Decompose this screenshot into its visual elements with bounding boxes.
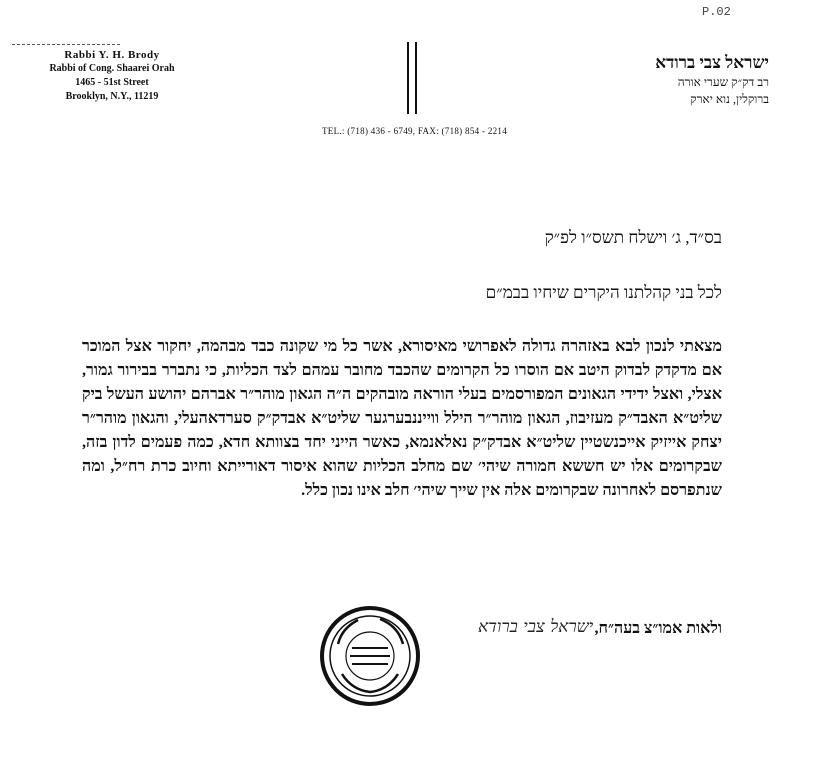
english-street: 1465 - 51st Street [75, 77, 149, 88]
english-city: Brooklyn, N.Y., 11219 [65, 91, 159, 102]
salutation: לכל בני קהלתנו היקרים שיחיו בבמ״ם [485, 283, 722, 302]
letterhead-divider [407, 42, 417, 114]
scratch-mark [12, 44, 120, 45]
english-rabbi-name: Rabbi Y. H. Brody [64, 49, 160, 61]
english-letterhead [12, 48, 212, 104]
closing-line: ולאות אמו״צ בעה״ח, [594, 620, 722, 637]
contact-line: TEL.: (718) 436 - 6749, FAX: (718) 854 - 2214 [321, 126, 508, 136]
letter-body-paragraph: מצאתי לנכון לבא באזהרה גדולה לאפרושי מאיסורא, אשר כל מי שקונה כבד מבהמה, יחקור אצל המוכר אם מדקדק לבדוק היטב אם הוסרו כל הקרומים שהכבד מחובר עמהם לצד הכליות, כי נתברר בבירור גמור, אצלי, ואצל ידידי הגאונים המפורסמים בעלי הוראה מובהקים ה״ה הגאון מוהר״ר אברהם יהושע העשל ביק שליט״א האבד״ק מעזיבוז, הגאון מוהר״ר הילל ווייננבערגער שליט״א אבדק״ק סערדאהעלי, והגאון מוהר״ר יצחק אייזיק אייכנשטיין שליט״א אבדק״ק נאלאנמא, כאשר הייני יחד בצוותא חדא, כמה פעמים לדון בזה, שבקרומים אלו יש חששא חמורה שיהי׳ שם מחלב הכליות שהוא איסור דאורייתא וחיוב כרת רח״ל, ומה שנתפרסם לאחרונה שבקרומים אלה אין שייך שיהי׳ חלב אינו נכון כלל. [82, 338, 722, 499]
hebrew-letterhead [549, 52, 769, 108]
hebrew-rabbi-name: ישראל צבי ברודא [655, 53, 769, 72]
english-congregation: Rabbi of Cong. Shaarei Orah [49, 63, 175, 74]
fax-page-number: P.02 [702, 5, 731, 19]
hebrew-congregation: רב דק״ק שערי אורה [677, 75, 769, 89]
rabbinical-seal-stamp [318, 604, 422, 708]
hebrew-city: ברוקלין, נוא יארק [690, 92, 769, 106]
date-line: בס״ד, ג׳ וישלח תשס״ו לפ״ק [544, 228, 722, 247]
handwritten-signature: ישראל צבי ברודא [478, 617, 594, 637]
letter-body [82, 335, 722, 503]
